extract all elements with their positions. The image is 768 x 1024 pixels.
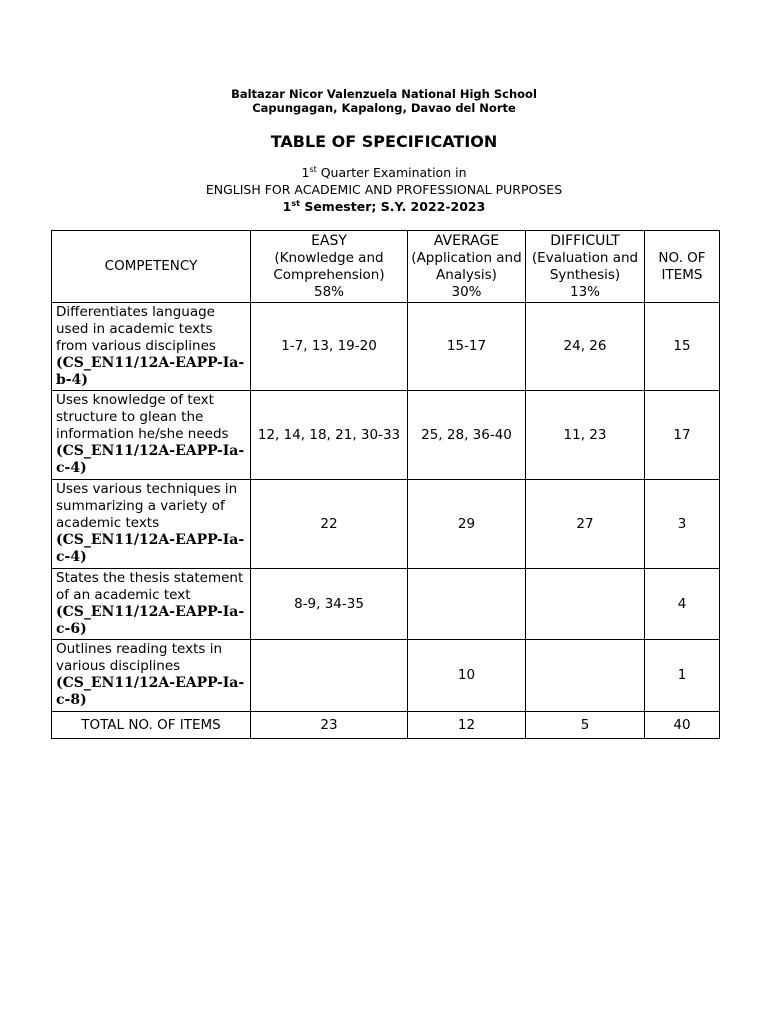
semester-text: Semester; S.Y. 2022-2023	[299, 199, 486, 214]
items-cell: 17	[645, 391, 720, 480]
average-cell: 15-17	[408, 303, 526, 391]
competency-code: (CS_EN11/12A-EAPP-Ia-b-4)	[56, 355, 245, 388]
semester-number: 1	[282, 199, 292, 214]
quarter-number: 1	[301, 165, 310, 180]
total-label: TOTAL NO. OF ITEMS	[52, 712, 251, 739]
header-average	[408, 231, 526, 303]
competency-code: (CS_EN11/12A-EAPP-Ia-c-4)	[56, 443, 245, 476]
school-name: Baltazar Nicor Valenzuela National High School	[231, 87, 537, 101]
quarter-line	[0, 164, 768, 181]
difficult-cell	[526, 569, 645, 640]
competency-code: (CS_EN11/12A-EAPP-Ia-c-8)	[56, 675, 245, 708]
competency-cell	[52, 569, 251, 640]
difficult-cell: 27	[526, 480, 645, 569]
document-title: TABLE OF SPECIFICATION	[270, 132, 498, 151]
total-easy: 23	[251, 712, 408, 739]
semester-line	[0, 198, 768, 215]
header-items: NO. OF ITEMS	[645, 231, 720, 303]
difficult-percent: 13%	[569, 283, 600, 300]
school-address: Capungagan, Kapalong, Davao del Norte	[252, 101, 516, 115]
difficult-cell: 24, 26	[526, 303, 645, 391]
header-competency: COMPETENCY	[52, 231, 251, 303]
difficult-cell: 11, 23	[526, 391, 645, 480]
specification-table	[51, 230, 720, 739]
subject-line: ENGLISH FOR ACADEMIC AND PROFESSIONAL PURPOSES	[205, 182, 563, 197]
average-desc: (Application and Analysis)	[411, 249, 522, 283]
header-easy	[251, 231, 408, 303]
items-cell: 3	[645, 480, 720, 569]
table-row	[52, 569, 720, 640]
average-percent: 30%	[451, 283, 482, 300]
easy-cell: 12, 14, 18, 21, 30-33	[251, 391, 408, 480]
total-difficult: 5	[526, 712, 645, 739]
competency-desc: States the thesis statement of an academic text	[56, 570, 244, 603]
easy-cell	[251, 640, 408, 712]
easy-cell: 8-9, 34-35	[251, 569, 408, 640]
average-cell: 10	[408, 640, 526, 712]
header-difficult	[526, 231, 645, 303]
average-title: AVERAGE	[433, 232, 500, 249]
easy-desc: (Knowledge and Comprehension)	[273, 249, 385, 283]
competency-code: (CS_EN11/12A-EAPP-Ia-c-4)	[56, 532, 245, 565]
easy-cell: 22	[251, 480, 408, 569]
competency-desc: Outlines reading texts in various disciplines	[56, 641, 223, 674]
table-row	[52, 303, 720, 391]
competency-cell	[52, 640, 251, 712]
items-cell: 1	[645, 640, 720, 712]
easy-cell: 1-7, 13, 19-20	[251, 303, 408, 391]
competency-cell	[52, 391, 251, 480]
competency-code: (CS_EN11/12A-EAPP-Ia-c-6)	[56, 604, 245, 637]
total-row	[52, 712, 720, 739]
average-cell: 25, 28, 36-40	[408, 391, 526, 480]
total-average: 12	[408, 712, 526, 739]
exam-subtitle	[0, 164, 768, 215]
difficult-desc: (Evaluation and Synthesis)	[531, 249, 639, 283]
difficult-title: DIFFICULT	[550, 232, 620, 249]
total-items: 40	[645, 712, 720, 739]
table-row	[52, 640, 720, 712]
school-header	[0, 87, 768, 115]
competency-desc: Uses various techniques in summarizing a variety of academic texts	[56, 481, 238, 531]
items-cell: 15	[645, 303, 720, 391]
semester-ordinal: st	[291, 199, 300, 208]
header-row	[52, 231, 720, 303]
average-cell	[408, 569, 526, 640]
average-cell: 29	[408, 480, 526, 569]
difficult-cell	[526, 640, 645, 712]
competency-desc: Differentiates language used in academic texts from various disciplines	[56, 304, 216, 354]
competency-desc: Uses knowledge of text structure to glean the information he/she needs	[56, 392, 229, 442]
easy-percent: 58%	[313, 283, 344, 300]
easy-title: EASY	[311, 232, 347, 249]
competency-cell	[52, 480, 251, 569]
quarter-ordinal: st	[309, 165, 317, 174]
quarter-text: Quarter Examination in	[316, 165, 467, 180]
table-row	[52, 480, 720, 569]
table-row	[52, 391, 720, 480]
competency-cell	[52, 303, 251, 391]
items-cell: 4	[645, 569, 720, 640]
